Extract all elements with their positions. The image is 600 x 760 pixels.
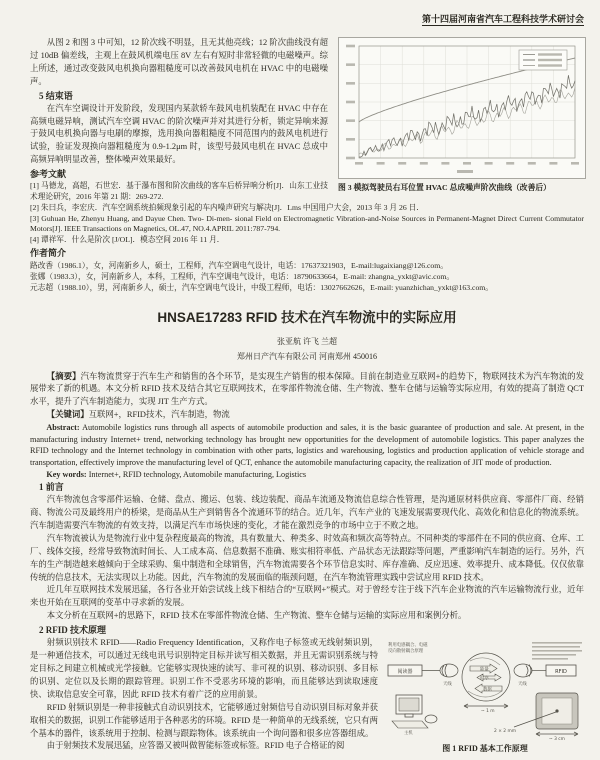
figure3-caption: 图 3 模拟驾驶员右耳位置 HVAC 总成噪声阶次曲线（改善后） [338,183,551,192]
author-bio: 路改香（1986.1），女，河南新乡人，硕士，工程师，汽车空调电气设计，电话：17637321903，E-mail:lugaixiang@126.com。 [30,260,448,270]
chip-size-label: 2 × 2 mm [494,729,517,735]
reference-item: [3] Guhuan He, Zhenyu Huang, and Dayue Chen. Two- Di-men- sional Field on Electromagnetic Vibration-and-Noise Sources in Permanent-Magnet Direct Current Commutator Motors[J]. IEEE Transactions on Magnetics, OL.47, NO.4.APRIL 2011:787-794. [30,213,584,234]
keywords-zh: 【关键词】互联网+，RFID技术，汽车制造，物流 [46,410,230,420]
paper-authors: 张亚航 许飞 兰超 [277,336,337,346]
section2-paragraph-3: 由于射频技术发展迅猛，应答器又被叫做智能标签或标签。RFID 电子合格证的阅 [46,741,345,751]
abstract-en: Abstract: Automobile logistics runs through all aspects of automobile production and sales, it is the basic guarantee of production and sale. At present, in the manufacturing industry Internet+ trend, networking technology has brought new opportunities for the development of automobile logistics. This paper analyzes the RFID technology and the Internet technology in combination with other parts, logistics and warehousing, logistics and production application of vehicle storage and transportation, effectively improve the manufacturing level of QCT, enhance the automobile manufacturing capacity, the realization of JIT mode of production. [30,423,584,467]
antenna-left-label: 天线 [443,682,452,688]
coupling-note-line2: 反向散射耦合原理 [388,649,424,655]
conclusion-paragraph: 在汽车空调设计开发阶段，发现国内某款轿车鼓风电机装配在 HVAC 中存在高频电磁异响，测试汽车空调 HVAC 的阶次噪声并对其进行分析，锁定异响来源于鼓风电机换向器与电刷的摩擦，选用换向器粗糙度不同范围内的鼓风电机进行试验，验证发现换向器粗糙度为 0.9-1.2μm 时，该型号鼓风电机在 HVAC 总成中高频异响明显改善，整体噪声效果最好。 [30,103,328,165]
prev-paper-paragraph: 从图 2 和图 3 中可知，12 阶次线不明显，且无其他亮线；12 阶次曲线没有超过 10dB 偏差线，主观上在鼓风机端电压 8V 左右有短时非常轻微的电磁噪声。综上所述，通过改变鼓风电机换向器粗糙度可以改善鼓风电机在 HVAC 中的电磁噪声。 [30,38,328,86]
paper-title: HNSAE17283 RFID 技术在汽车物流中的实际应用 [157,309,457,325]
air-distance-label: ~ 1 m [481,709,495,715]
antenna-coil-left [440,664,458,677]
card-size-label: ~ 3 cm [549,737,565,742]
section1-paragraph-2: 汽车物流被认为是物流行业中复杂程度最高的物流，具有数量大、种类多、时效高和频次高等特点。不同种类的零部件在不同的供应商、仓库、工厂、线体交接，经常导致物流时间长、人工成本高、信息数据不准确、账实相符率低、产品状态无法跟踪等问题，严重影响汽车制造的运行。另外，汽车的生产制造越来越倾向于全球采购、集中制造和全球销售，汽车物流需要各个环节信息实时、库存准确、反应迅速、效率提升、成本降低。仅仅依靠传统的信息技术，无法实现以上功能。因此，汽车物流的发展面临的瓶颈问题，在汽车物流管理实践中尝试应用 RFID 技术。 [30,533,584,582]
host-computer-icon [392,695,437,728]
abstract-label: 【摘要】 [46,371,81,381]
reference-item: [1] 马德龙，高超，石世宏．基于瀑布图和阶次曲线的客车后桥异响分析[J]．山东工业技术理论研究，2016 年第 21 期：269-272. [30,181,328,201]
paper-affiliation: 郑州日产汽车有限公司 河南郑州 450016 [237,351,377,361]
antenna-right-label: 天线 [518,682,527,688]
author-bios-heading: 作者简介 [30,247,67,258]
figure1-rfid-diagram [386,639,584,741]
section1-paragraph-4: 本文分析在互联网+的思路下，RFID 技术在零部件物流仓储、生产物流、整车仓储与运输的实际应用和案例分析。 [46,611,467,621]
section1-heading: 1 前言 [39,482,64,493]
section1-paragraph-1: 汽车物流包含零部件运输、仓储、盘点、搬运、包装、线边装配、商品车流通及物流信息综合性管理，是沟通原材料供应商、零部件厂商、经销商、物流公司及最终用户的桥梁，是商品从生产到销售各个流通环节的结合。近几年，汽车产业的飞速发展需要现代化、高效化和信息化的物流系统。汽车制造需要汽车物流的有效支持，以满足汽车市场快速的变化，才能在激烈竞争的市场中立于不败之地。 [30,495,584,530]
antenna-coil-right [514,664,532,677]
host-label: 主机 [404,731,413,737]
figure3-order-noise-chart [338,37,586,179]
data-label: 数据 [483,687,492,693]
abstract-zh: 【摘要】汽车物流贯穿于汽车生产和销售的各个环节，是实现生产销售的根本保障。目前在制造业互联网+的趋势下，物联网技术为汽车物流的发展带来了新的机遇。本文分析 RFID 技术及结合其它互联网技术，在零部件物流仓储、生产物流、整车仓储与运输等实际应用，有效的提高了制造 QCT 水平，提升了汽车制造能力，实现 JIT 生产方式。 [30,371,585,407]
keywords-label: 【关键词】 [46,410,89,420]
rfid-tag-label: RFID [555,669,567,676]
timing-label: 时序 [480,676,489,682]
illegible-note-lines [532,642,582,660]
author-bio: 元志超（1988.10），男，河南新乡人，硕士，汽车空调电气设计，中级工程师，电话：13027662626，E-mail: yuanzhichan_yxkt@163.com。 [30,283,493,293]
reader-label: 阅读器 [397,669,413,676]
energy-label: 能量 [480,667,489,673]
rfid-card [514,693,578,729]
conference-title: 第十四届河南省汽车工程科技学术研讨会 [421,14,584,24]
figure1 [386,639,584,754]
conference-header [30,12,584,25]
references-heading: 参考文献 [30,169,67,180]
section2-heading: 2 RFID 技术原理 [39,625,106,636]
section2-paragraph-2: RFID 射频识别是一种非接触式自动识别技术，它能够通过射频信号自动识别目标对象并获取相关的数据，识别工作能够适用于各种恶劣的环境。RFID 是一种简单的无线系统，它只有两个基本的器件，该系统用于控制、检测与跟踪物体。该系统由一个询问器和很多应答器组成。 [30,702,378,738]
section1-paragraph-3: 近几年互联网技术发展迅猛，各行各业开始尝试线上线下相结合的“互联网+”模式。对于曾经专注于线下汽车企业物流的汽车运输物流行业，近年来也开始在互联网的变革中寻求新的发展。 [30,585,584,608]
figure1-caption: 图 1 RFID 基本工作原理 [442,744,528,754]
keywords-en: Key words: Internet+, RFID technology, Automobile manufacturing, Logistics [46,469,307,479]
reference-item: [2] 朱曰兵，李宏庆．汽车空调系统拍频现象引起的车内噪声研究与解决[J]．Lms 中国用户大会，2013 年 3 月 26 日． [30,202,424,212]
coupling-note-line1: 利用电感耦合、电磁 [388,643,428,649]
figure3 [338,37,584,193]
reference-item: [4] 谭祥军．什么是阶次 [J/OL]．模态空间 2016 年 11 月． [30,235,225,245]
previous-paper-section [30,37,584,294]
section2-paragraph-1: 射频识别技术 RFID——Radio Frequency Identification，又称作电子标签或无线射频识别，是一种通信技术，可以通过无线电讯号识别特定目标并读写相关数据，并且无需识别系统与特定目标之间建立机械或光学接触。它能够实现快速的读写、非可视的识别、移动识别、多目标的识别、定位以及长期的跟踪管理。识别工作不受恶劣环境的影响，而且能够达到读取速度快、读取信息安全可靠，因此 RFID 技术有着广泛的应用前景。 [30,638,378,699]
conclusion-heading: 5 结束语 [39,90,73,101]
author-bio: 张娜（1983.3），女，河南新乡人，本科，工程师，汽车空调电气设计，电话：18790633664，E-mail: zhangna_yxkt@avic.com。 [30,272,455,282]
